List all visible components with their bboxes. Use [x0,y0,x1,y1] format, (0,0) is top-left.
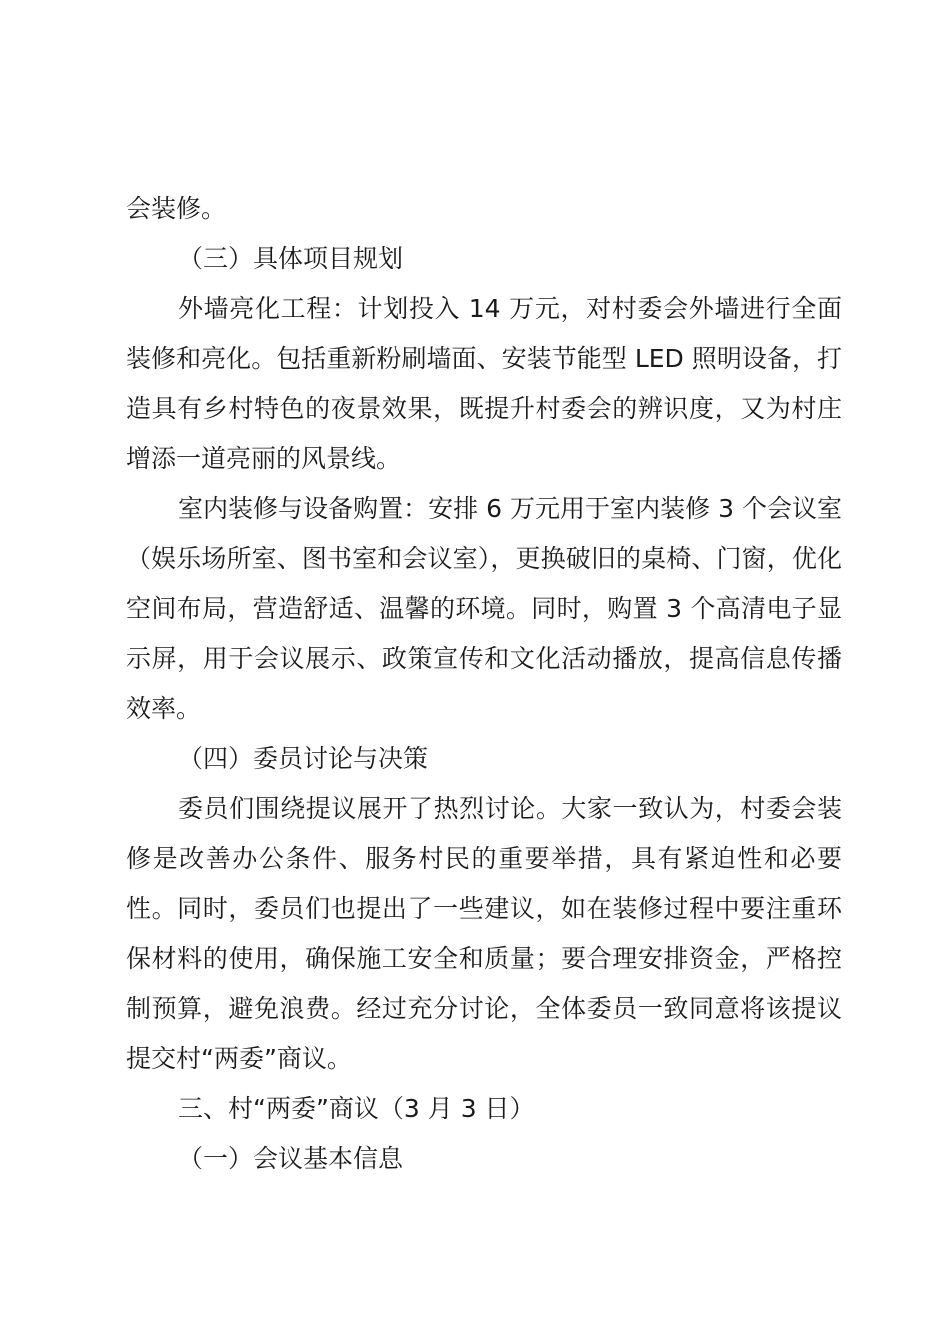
document-body [126,184,842,1184]
section-heading-committee-discussion: （四）委员讨论与决策 [178,744,429,773]
paragraph-committee-discussion: 委员们围绕提议展开了热烈讨论。大家一致认为，村委会装修是改善办公条件、服务村民的重要举措，具有紧迫性和必要性。同时，委员们也提出了一些建议，如在装修过程中要注重环保材料的使用，确保施工安全和质量；要合理安排资金，严格控制预算，避免浪费。经过充分讨论，全体委员一致同意将该提议提交村“两委”商议。 [126,794,842,1073]
paragraph-exterior-lighting: 外墙亮化工程：计划投入 14 万元，对村委会外墙进行全面装修和亮化。包括重新粉刷墙面、安装节能型 LED 照明设备，打造具有乡村特色的夜景效果，既提升村委会的辨识度，又为村庄增添一道亮丽的风景线。 [126,294,842,473]
section-heading-two-committees: 三、村“两委”商议（3 月 3 日） [178,1094,535,1123]
section-heading-meeting-info: （一）会议基本信息 [178,1144,404,1173]
paragraph-interior-renovation: 室内装修与设备购置：安排 6 万元用于室内装修 3 个会议室（娱乐场所室、图书室和会议室），更换破旧的桌椅、门窗，优化空间布局，营造舒适、温馨的环境。同时，购置 3 个高清电子显示屏，用于会议展示、政策宣传和文化活动播放，提高信息传播效率。 [126,494,842,723]
paragraph-continuation: 会装修。 [126,194,227,223]
section-heading-specific-projects: （三）具体项目规划 [178,244,404,273]
